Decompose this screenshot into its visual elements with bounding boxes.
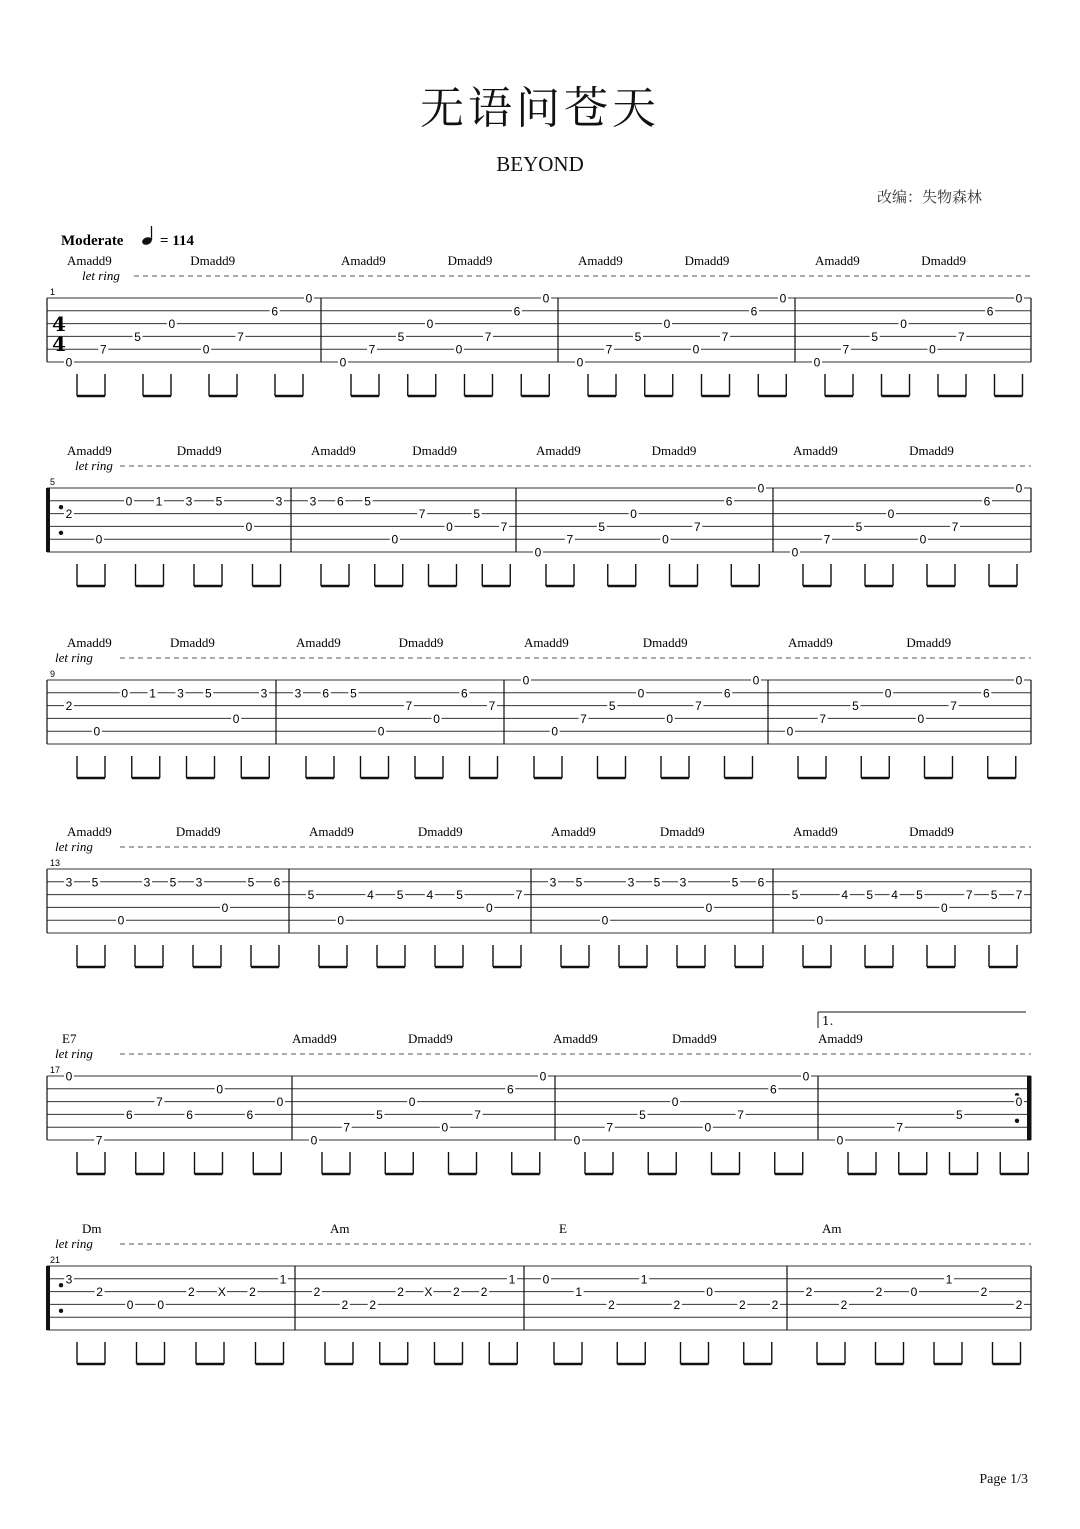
fret-number: 0 <box>706 1285 713 1300</box>
repeat-dot <box>1015 1119 1019 1123</box>
fret-number: 2 <box>608 1297 615 1312</box>
fret-number: 0 <box>576 355 584 370</box>
fret-number: 2 <box>771 1297 779 1312</box>
chord-name: Amadd9 <box>309 824 354 839</box>
fret-number: 6 <box>246 1107 254 1122</box>
fret-number: 0 <box>202 342 210 357</box>
fret-number: 6 <box>513 304 521 319</box>
fret-number: 0 <box>666 711 674 726</box>
measure-number: 17 <box>50 1065 61 1075</box>
fret-number: 1 <box>149 686 156 701</box>
fret-number: 6 <box>769 1082 777 1097</box>
chord-name: Amadd9 <box>67 443 112 458</box>
fret-number: 0 <box>836 1133 844 1148</box>
measure-number: 9 <box>50 669 56 679</box>
fret-number: 0 <box>377 724 385 739</box>
fret-number: 3 <box>185 494 193 509</box>
fret-number: 5 <box>608 699 616 714</box>
repeat-end-bar <box>1027 1076 1032 1140</box>
fret-number: 7 <box>951 519 959 534</box>
fret-number: 2 <box>96 1285 103 1300</box>
fret-number: 0 <box>446 519 453 534</box>
fret-number: 0 <box>125 494 133 509</box>
fret-number: 4 <box>841 888 849 903</box>
song-title: 无语问苍天 <box>420 83 660 134</box>
fret-number: 7 <box>95 1133 103 1148</box>
chord-name: Amadd9 <box>553 1031 598 1046</box>
fret-number: 7 <box>896 1120 904 1135</box>
fret-number: 7 <box>721 329 729 344</box>
fret-number: 6 <box>322 686 330 701</box>
fret-number: 0 <box>1015 673 1023 688</box>
fret-number: 5 <box>396 888 404 903</box>
fret-number: 0 <box>117 913 125 928</box>
fret-number: 5 <box>350 686 357 701</box>
fret-number: 5 <box>215 494 223 509</box>
fret-number: 6 <box>336 494 344 509</box>
fret-number: 7 <box>418 507 426 522</box>
fret-number: 5 <box>134 329 141 344</box>
repeat-dot <box>59 1283 63 1287</box>
fret-number: 0 <box>93 724 101 739</box>
fret-number: 0 <box>441 1120 449 1135</box>
let-ring-label: let ring <box>55 650 93 665</box>
fret-number: X <box>424 1285 433 1300</box>
fret-number: 6 <box>982 686 990 701</box>
fret-number: 4 <box>367 888 374 903</box>
fret-number: 5 <box>871 329 879 344</box>
let-ring-label: let ring <box>55 839 93 854</box>
tempo-bpm: = 114 <box>160 233 194 249</box>
fret-number: 7 <box>474 1107 481 1122</box>
fret-number: 2 <box>840 1297 848 1312</box>
chord-name: Amadd9 <box>67 824 112 839</box>
chord-name: Dmadd9 <box>190 253 236 268</box>
fret-number: 5 <box>852 699 859 714</box>
fret-number: 4 <box>426 888 434 903</box>
fret-number: 7 <box>819 711 827 726</box>
fret-number: X <box>217 1285 226 1300</box>
fret-number: 6 <box>725 494 733 509</box>
fret-number: 2 <box>249 1285 256 1300</box>
measure-number: 1 <box>50 287 56 297</box>
fret-number: 0 <box>1015 291 1023 306</box>
fret-number: 7 <box>368 342 376 357</box>
chord-name: Dmadd9 <box>906 635 952 650</box>
fret-number: 2 <box>480 1285 488 1300</box>
fret-number: 0 <box>786 724 794 739</box>
fret-number: 7 <box>343 1120 351 1135</box>
fret-number: 0 <box>705 900 713 915</box>
fret-number: 0 <box>216 1082 224 1097</box>
fret-number: 5 <box>990 888 998 903</box>
fret-number: 7 <box>950 699 957 714</box>
chord-name: Amadd9 <box>296 635 341 650</box>
chord-name: Amadd9 <box>341 253 386 268</box>
fret-number: 0 <box>917 711 925 726</box>
fret-number: 6 <box>983 494 991 509</box>
fret-number: 0 <box>391 532 399 547</box>
fret-number: 0 <box>813 355 821 370</box>
fret-number: 7 <box>405 699 413 714</box>
fret-number: 0 <box>542 1272 550 1287</box>
chord-name: Dmadd9 <box>909 443 954 458</box>
fret-number: 1 <box>640 1272 648 1287</box>
fret-number: 1 <box>155 494 163 509</box>
chord-name: E <box>559 1221 567 1236</box>
repeat-dot <box>59 531 63 535</box>
fret-number: 0 <box>121 686 129 701</box>
chord-name: Dmadd9 <box>651 443 697 458</box>
fret-number: 0 <box>757 481 765 496</box>
fret-number: 7 <box>842 342 850 357</box>
arranger-credit: 改编：失物森林 <box>876 188 982 206</box>
fret-number: 0 <box>940 900 948 915</box>
fret-number: 0 <box>752 673 760 688</box>
fret-number: 0 <box>1015 481 1023 496</box>
chord-name: Dmadd9 <box>417 824 463 839</box>
fret-number: 2 <box>313 1285 321 1300</box>
fret-number: 6 <box>986 304 994 319</box>
chord-name: Amadd9 <box>815 253 860 268</box>
fret-number: 0 <box>221 900 229 915</box>
fret-number: 1 <box>575 1285 583 1300</box>
fret-number: 7 <box>484 329 492 344</box>
fret-number: 6 <box>750 304 758 319</box>
fret-number: 6 <box>271 304 279 319</box>
fret-number: 0 <box>704 1120 712 1135</box>
fret-number: 2 <box>980 1285 988 1300</box>
fret-number: 5 <box>169 875 177 890</box>
fret-number: 0 <box>884 686 892 701</box>
measure-number: 21 <box>50 1255 61 1265</box>
fret-number: 0 <box>791 545 799 560</box>
fret-number: 0 <box>573 1133 581 1148</box>
fret-number: 7 <box>823 532 831 547</box>
fret-number: 0 <box>157 1297 165 1312</box>
fret-number: 2 <box>805 1285 813 1300</box>
chord-name: Am <box>330 1221 350 1236</box>
fret-number: 0 <box>433 711 440 726</box>
fret-number: 0 <box>542 291 550 306</box>
let-ring-label: let ring <box>55 1236 93 1251</box>
fret-number: 1 <box>508 1272 516 1287</box>
fret-number: 0 <box>910 1285 918 1300</box>
chord-name: Amadd9 <box>818 1031 863 1046</box>
fret-number: 0 <box>887 507 895 522</box>
fret-number: 6 <box>273 875 281 890</box>
chord-name: Amadd9 <box>292 1031 337 1046</box>
fret-number: 7 <box>488 699 496 714</box>
fret-number: 5 <box>456 888 463 903</box>
fret-number: 3 <box>294 686 302 701</box>
fret-number: 2 <box>65 699 73 714</box>
fret-number: 5 <box>653 875 661 890</box>
fret-number: 0 <box>637 686 645 701</box>
fret-number: 6 <box>186 1107 193 1122</box>
fret-number: 2 <box>397 1285 404 1300</box>
fret-number: 3 <box>143 875 151 890</box>
fret-number: 0 <box>126 1297 134 1312</box>
chord-name: Amadd9 <box>536 443 581 458</box>
artist-name: BEYOND <box>496 152 584 176</box>
fret-number: 7 <box>737 1107 744 1122</box>
fret-number: 0 <box>802 1069 810 1084</box>
fret-number: 6 <box>460 686 468 701</box>
fret-number: 2 <box>65 507 73 522</box>
fret-number: 7 <box>957 329 965 344</box>
fret-number: 2 <box>452 1285 460 1300</box>
fret-number: 1 <box>279 1272 287 1287</box>
chord-name: Dmadd9 <box>398 635 444 650</box>
fret-number: 7 <box>580 711 587 726</box>
fret-number: 5 <box>91 875 99 890</box>
fret-number: 6 <box>506 1082 514 1097</box>
fret-number: 5 <box>204 686 212 701</box>
fret-number: 0 <box>662 532 669 547</box>
fret-number: 7 <box>695 699 702 714</box>
fret-number: 5 <box>731 875 739 890</box>
fret-number: 0 <box>245 519 253 534</box>
fret-number: 7 <box>606 1120 614 1135</box>
chord-name: Dmadd9 <box>909 824 954 839</box>
fret-number: 5 <box>634 329 642 344</box>
fret-number: 0 <box>426 317 434 332</box>
chord-name: Amadd9 <box>524 635 569 650</box>
fret-number: 5 <box>866 888 874 903</box>
fret-number: 0 <box>339 355 347 370</box>
fret-number: 4 <box>891 888 898 903</box>
fret-number: 3 <box>275 494 283 509</box>
chord-name: Amadd9 <box>793 443 838 458</box>
fret-number: 2 <box>187 1285 195 1300</box>
repeat-start-bar <box>46 1266 50 1330</box>
chord-name: Dmadd9 <box>447 253 493 268</box>
chord-name: E7 <box>62 1031 77 1046</box>
fret-number: 3 <box>627 875 635 890</box>
fret-number: 2 <box>341 1297 349 1312</box>
chord-name: Am <box>822 1221 842 1236</box>
chord-name: Dmadd9 <box>408 1031 453 1046</box>
fret-number: 3 <box>549 875 557 890</box>
chord-name: Amadd9 <box>788 635 833 650</box>
fret-number: 0 <box>779 291 787 306</box>
fret-number: 3 <box>309 494 317 509</box>
fret-number: 7 <box>156 1095 163 1110</box>
fret-number: 3 <box>65 1272 73 1287</box>
chord-name: Amadd9 <box>551 824 596 839</box>
fret-number: 0 <box>671 1095 679 1110</box>
fret-number: 0 <box>485 900 493 915</box>
fret-number: 2 <box>738 1297 746 1312</box>
fret-number: 6 <box>723 686 731 701</box>
chord-name: Amadd9 <box>311 443 356 458</box>
fret-number: 0 <box>816 913 824 928</box>
fret-number: 5 <box>307 888 315 903</box>
time-signature-top: 4 <box>52 312 66 336</box>
page-number: Page 1/3 <box>979 1472 1028 1487</box>
fret-number: 7 <box>965 888 973 903</box>
fret-number: 6 <box>757 875 765 890</box>
chord-name: Dmadd9 <box>170 635 215 650</box>
fret-number: 5 <box>955 1107 963 1122</box>
chord-name: Amadd9 <box>793 824 838 839</box>
chord-name: Amadd9 <box>67 253 112 268</box>
chord-name: Dmadd9 <box>175 824 221 839</box>
fret-number: 5 <box>575 875 583 890</box>
fret-number: 2 <box>369 1297 377 1312</box>
chord-name: Dm <box>82 1221 102 1236</box>
chord-name: Amadd9 <box>578 253 623 268</box>
chord-name: Amadd9 <box>67 635 112 650</box>
fret-number: 0 <box>601 913 609 928</box>
fret-number: 2 <box>1015 1297 1023 1312</box>
fret-number: 0 <box>95 532 103 547</box>
repeat-start-bar <box>46 488 50 552</box>
fret-number: 0 <box>919 532 927 547</box>
fret-number: 0 <box>539 1069 547 1084</box>
fret-number: 5 <box>639 1107 646 1122</box>
fret-number: 3 <box>260 686 268 701</box>
chord-name: Dmadd9 <box>642 635 688 650</box>
fret-number: 0 <box>522 673 530 688</box>
fret-number: 5 <box>473 507 481 522</box>
chord-name: Dmadd9 <box>659 824 705 839</box>
fret-number: 6 <box>125 1107 133 1122</box>
fret-number: 0 <box>337 913 345 928</box>
fret-number: 5 <box>855 519 863 534</box>
fret-number: 5 <box>364 494 371 509</box>
tempo-marking: Moderate <box>61 233 124 249</box>
fret-number: 2 <box>875 1285 883 1300</box>
chord-name: Dmadd9 <box>412 443 458 458</box>
fret-number: 0 <box>900 317 907 332</box>
fret-number: 3 <box>195 875 203 890</box>
fret-number: 3 <box>177 686 184 701</box>
fret-number: 0 <box>551 724 559 739</box>
fret-number: 7 <box>1015 888 1023 903</box>
fret-number: 0 <box>534 545 542 560</box>
chord-name: Dmadd9 <box>921 253 966 268</box>
fret-number: 5 <box>376 1107 383 1122</box>
chord-name: Dmadd9 <box>684 253 730 268</box>
fret-number: 3 <box>65 875 73 890</box>
fret-number: 7 <box>500 519 508 534</box>
fret-number: 0 <box>929 342 936 357</box>
fret-number: 5 <box>247 875 255 890</box>
chord-name: Dmadd9 <box>672 1031 717 1046</box>
fret-number: 7 <box>566 532 574 547</box>
fret-number: 2 <box>673 1297 681 1312</box>
fret-number: 0 <box>663 317 671 332</box>
let-ring-label: let ring <box>82 268 120 283</box>
time-signature-bottom: 4 <box>52 332 66 356</box>
fret-number: 3 <box>679 875 687 890</box>
fret-number: 0 <box>168 317 176 332</box>
fret-number: 7 <box>515 888 523 903</box>
volta-label: 1. <box>822 1014 834 1028</box>
fret-number: 0 <box>408 1095 416 1110</box>
fret-number: 5 <box>916 888 923 903</box>
fret-number: 0 <box>232 711 240 726</box>
chord-name: Dmadd9 <box>176 443 222 458</box>
let-ring-label: let ring <box>75 458 113 473</box>
fret-number: 1 <box>945 1272 953 1287</box>
fret-number: 0 <box>305 291 313 306</box>
fret-number: 0 <box>65 355 73 370</box>
fret-number: 7 <box>693 519 701 534</box>
fret-number: 0 <box>630 507 637 522</box>
measure-number: 13 <box>50 858 61 868</box>
fret-number: 7 <box>99 342 107 357</box>
fret-number: 0 <box>310 1133 318 1148</box>
fret-number: 5 <box>397 329 405 344</box>
fret-number: 7 <box>605 342 613 357</box>
fret-number: 0 <box>65 1069 73 1084</box>
fret-number: 7 <box>237 329 244 344</box>
fret-number: 0 <box>692 342 700 357</box>
repeat-dot <box>59 1309 63 1313</box>
let-ring-label: let ring <box>55 1046 93 1061</box>
fret-number: 5 <box>791 888 799 903</box>
fret-number: 0 <box>1015 1095 1023 1110</box>
repeat-dot <box>59 505 63 509</box>
measure-number: 5 <box>50 477 56 487</box>
fret-number: 0 <box>455 342 463 357</box>
fret-number: 0 <box>276 1095 284 1110</box>
fret-number: 5 <box>598 519 606 534</box>
